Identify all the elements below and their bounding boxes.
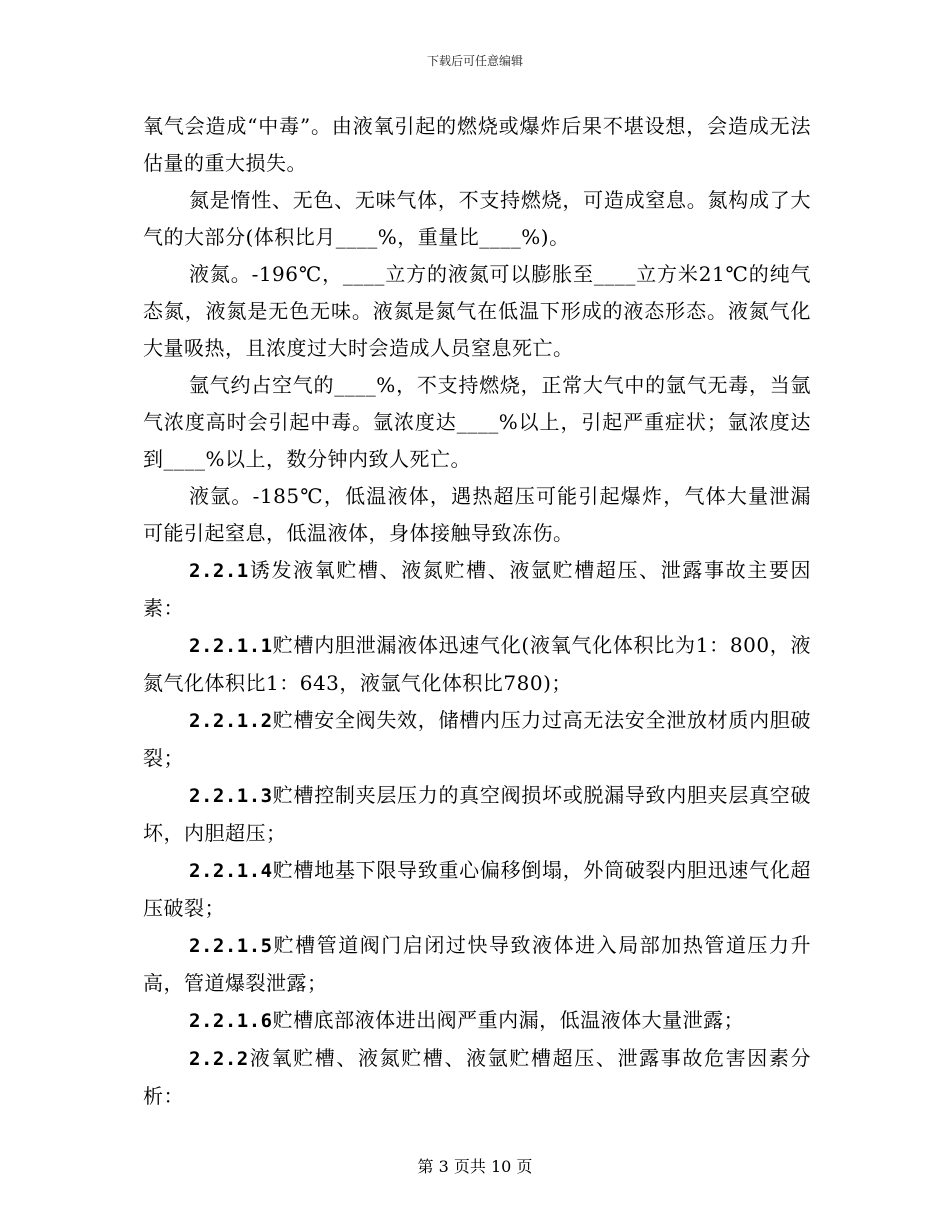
section-text: 贮槽控制夹层压力的真空阀损坏或脱漏导致内胆夹层真空破坏，内胆超压；	[143, 783, 811, 845]
section-text: 贮槽安全阀失效，储槽内压力过高无法安全泄放材质内胆破裂；	[143, 708, 811, 770]
page-footer: 第 3 页共 10 页	[417, 1157, 533, 1176]
section-number: 2.2.1.3	[189, 785, 273, 807]
section-text: 贮槽底部液体进出阀严重内漏，低温液体大量泄露；	[272, 1008, 745, 1032]
paragraph-3	[143, 256, 811, 367]
paragraph-1	[143, 108, 811, 182]
paragraph-text: 液氩。-185℃，低温液体，遇热超压可能引起爆炸，气体大量泄漏可能引起窒息，低温液体，身体接触导致冻伤。	[143, 484, 811, 545]
section-number: 2.2.2	[189, 1048, 249, 1070]
page-header: 下载后可任意编辑	[426, 54, 523, 68]
paragraph-5	[143, 478, 811, 552]
section-text: 贮槽地基下限导致重心偏移倒塌，外筒破裂内胆迅速气化超压破裂；	[143, 858, 811, 920]
paragraph-text: 氮是惰性、无色、无味气体，不支持燃烧，可造成窒息。氮构成了大气的大部分(体积比月____%，重量比____%)。	[143, 188, 811, 249]
section-2-2-1-3	[143, 777, 811, 852]
paragraph-4	[143, 367, 811, 478]
section-2-2-1	[143, 552, 811, 627]
document-body	[143, 108, 811, 1115]
section-2-2-2	[143, 1040, 811, 1115]
section-number: 2.2.1.4	[189, 860, 273, 882]
section-2-2-1-2	[143, 702, 811, 777]
section-2-2-1-4	[143, 852, 811, 927]
paragraph-text: 氩气约占空气的____%，不支持燃烧，正常大气中的氩气无毒，当氩气浓度高时会引起中毒。氩浓度达____%以上，引起严重症状；氩浓度达到____%以上，数分钟内致人死亡。	[143, 373, 811, 471]
section-number: 2.2.1.6	[189, 1010, 273, 1032]
section-text: 诱发液氧贮槽、液氮贮槽、液氩贮槽超压、泄露事故主要因素：	[143, 558, 811, 620]
section-2-2-1-5	[143, 927, 811, 1002]
paragraph-text: 氧气会造成“中毒”。由液氧引起的燃烧或爆炸后果不堪设想，会造成无法估量的重大损失。	[143, 114, 811, 175]
paragraph-2	[143, 182, 811, 256]
section-text: 液氧贮槽、液氮贮槽、液氩贮槽超压、泄露事故危害因素分析：	[143, 1046, 811, 1108]
section-text: 贮槽内胆泄漏液体迅速气化(液氧气化体积比为1：800，液氮气化体积比1：643，液氩气化体积比780)；	[143, 633, 811, 695]
section-number: 2.2.1.5	[189, 935, 273, 957]
paragraph-text: 液氮。-196℃，____立方的液氮可以膨胀至____立方米21℃的纯气态氮，液氮是无色无味。液氮是氮气在低温下形成的液态形态。液氮气化大量吸热，且浓度过大时会造成人员窒息死亡。	[143, 262, 811, 360]
section-2-2-1-6	[143, 1002, 811, 1040]
section-text: 贮槽管道阀门启闭过快导致液体进入局部加热管道压力升高，管道爆裂泄露；	[143, 933, 811, 995]
section-number: 2.2.1	[189, 560, 249, 582]
section-number: 2.2.1.2	[189, 710, 273, 732]
section-2-2-1-1	[143, 627, 811, 702]
section-number: 2.2.1.1	[189, 635, 273, 657]
